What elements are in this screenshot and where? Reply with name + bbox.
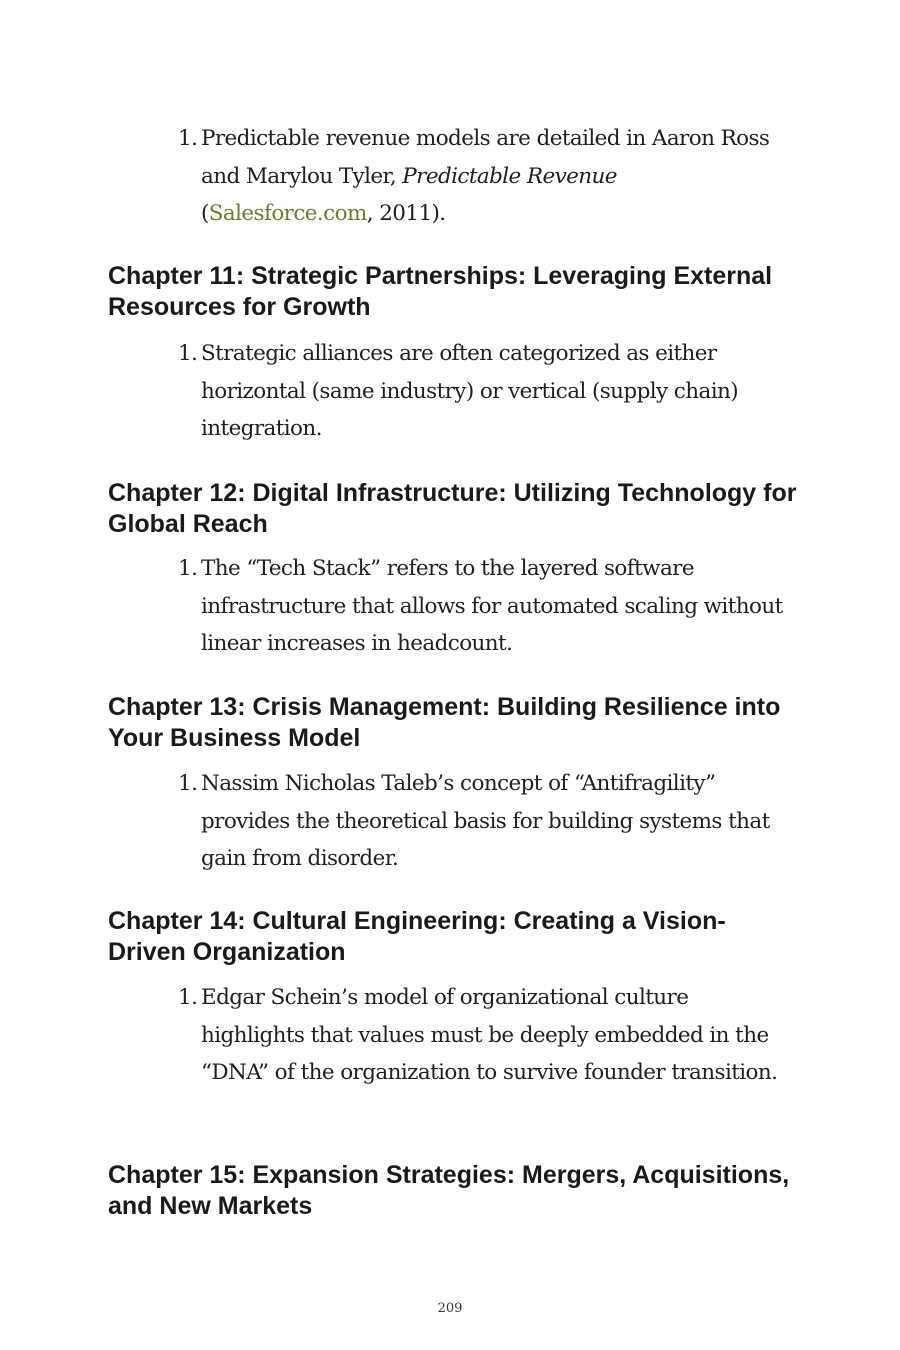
book-title: Predictable Revenue: [402, 163, 617, 189]
note-text: Strategic alliances are often categorized as either horizontal (same industry) or vertical (supply chain) integration.: [201, 341, 739, 441]
note-number: 1.: [178, 985, 198, 1010]
note-number: 1.: [178, 771, 198, 796]
note-text: Edgar Schein’s model of organizational culture highlights that values must be deeply embedded in the “DNA” of the organization to survive founder transition.: [201, 985, 778, 1085]
chapter-12-heading: Chapter 12: Digital Infrastructure: Utilizing Technology for Global Reach: [108, 479, 797, 538]
chapter-12-note: [178, 550, 788, 663]
page-number: 209: [437, 1301, 463, 1316]
chapter-14-heading: Chapter 14: Cultural Engineering: Creating a Vision-Driven Organization: [108, 907, 726, 966]
chapter-13-note: [178, 765, 788, 878]
chapter-14-note: [178, 979, 788, 1092]
chapter-11-heading: Chapter 11: Strategic Partnerships: Leveraging External Resources for Growth: [108, 262, 773, 321]
note-number: 1.: [178, 341, 198, 366]
note-text: Nassim Nicholas Taleb’s concept of “Antifragility” provides the theoretical basis for building systems that gain from disorder.: [201, 771, 770, 871]
chapter-11-note: [178, 335, 788, 448]
chapter-15-heading: Chapter 15: Expansion Strategies: Mergers, Acquisitions, and New Markets: [108, 1161, 790, 1220]
endnote-predictable-revenue: [178, 120, 788, 233]
note-text-before: Predictable revenue models are detailed in Aaron Ross and Marylou Tyler,: [201, 126, 770, 189]
note-text-after: , 2011).: [366, 201, 446, 226]
note-text: The “Tech Stack” refers to the layered software infrastructure that allows for automated scaling without linear increases in headcount.: [201, 556, 783, 656]
paren-open: (: [201, 201, 209, 226]
note-text: [201, 120, 788, 233]
chapter-13-heading: Chapter 13: Crisis Management: Building Resilience into Your Business Model: [108, 693, 781, 752]
note-number: 1.: [178, 556, 198, 581]
note-number: 1.: [178, 126, 198, 151]
salesforce-link[interactable]: Salesforce.com: [208, 201, 367, 226]
